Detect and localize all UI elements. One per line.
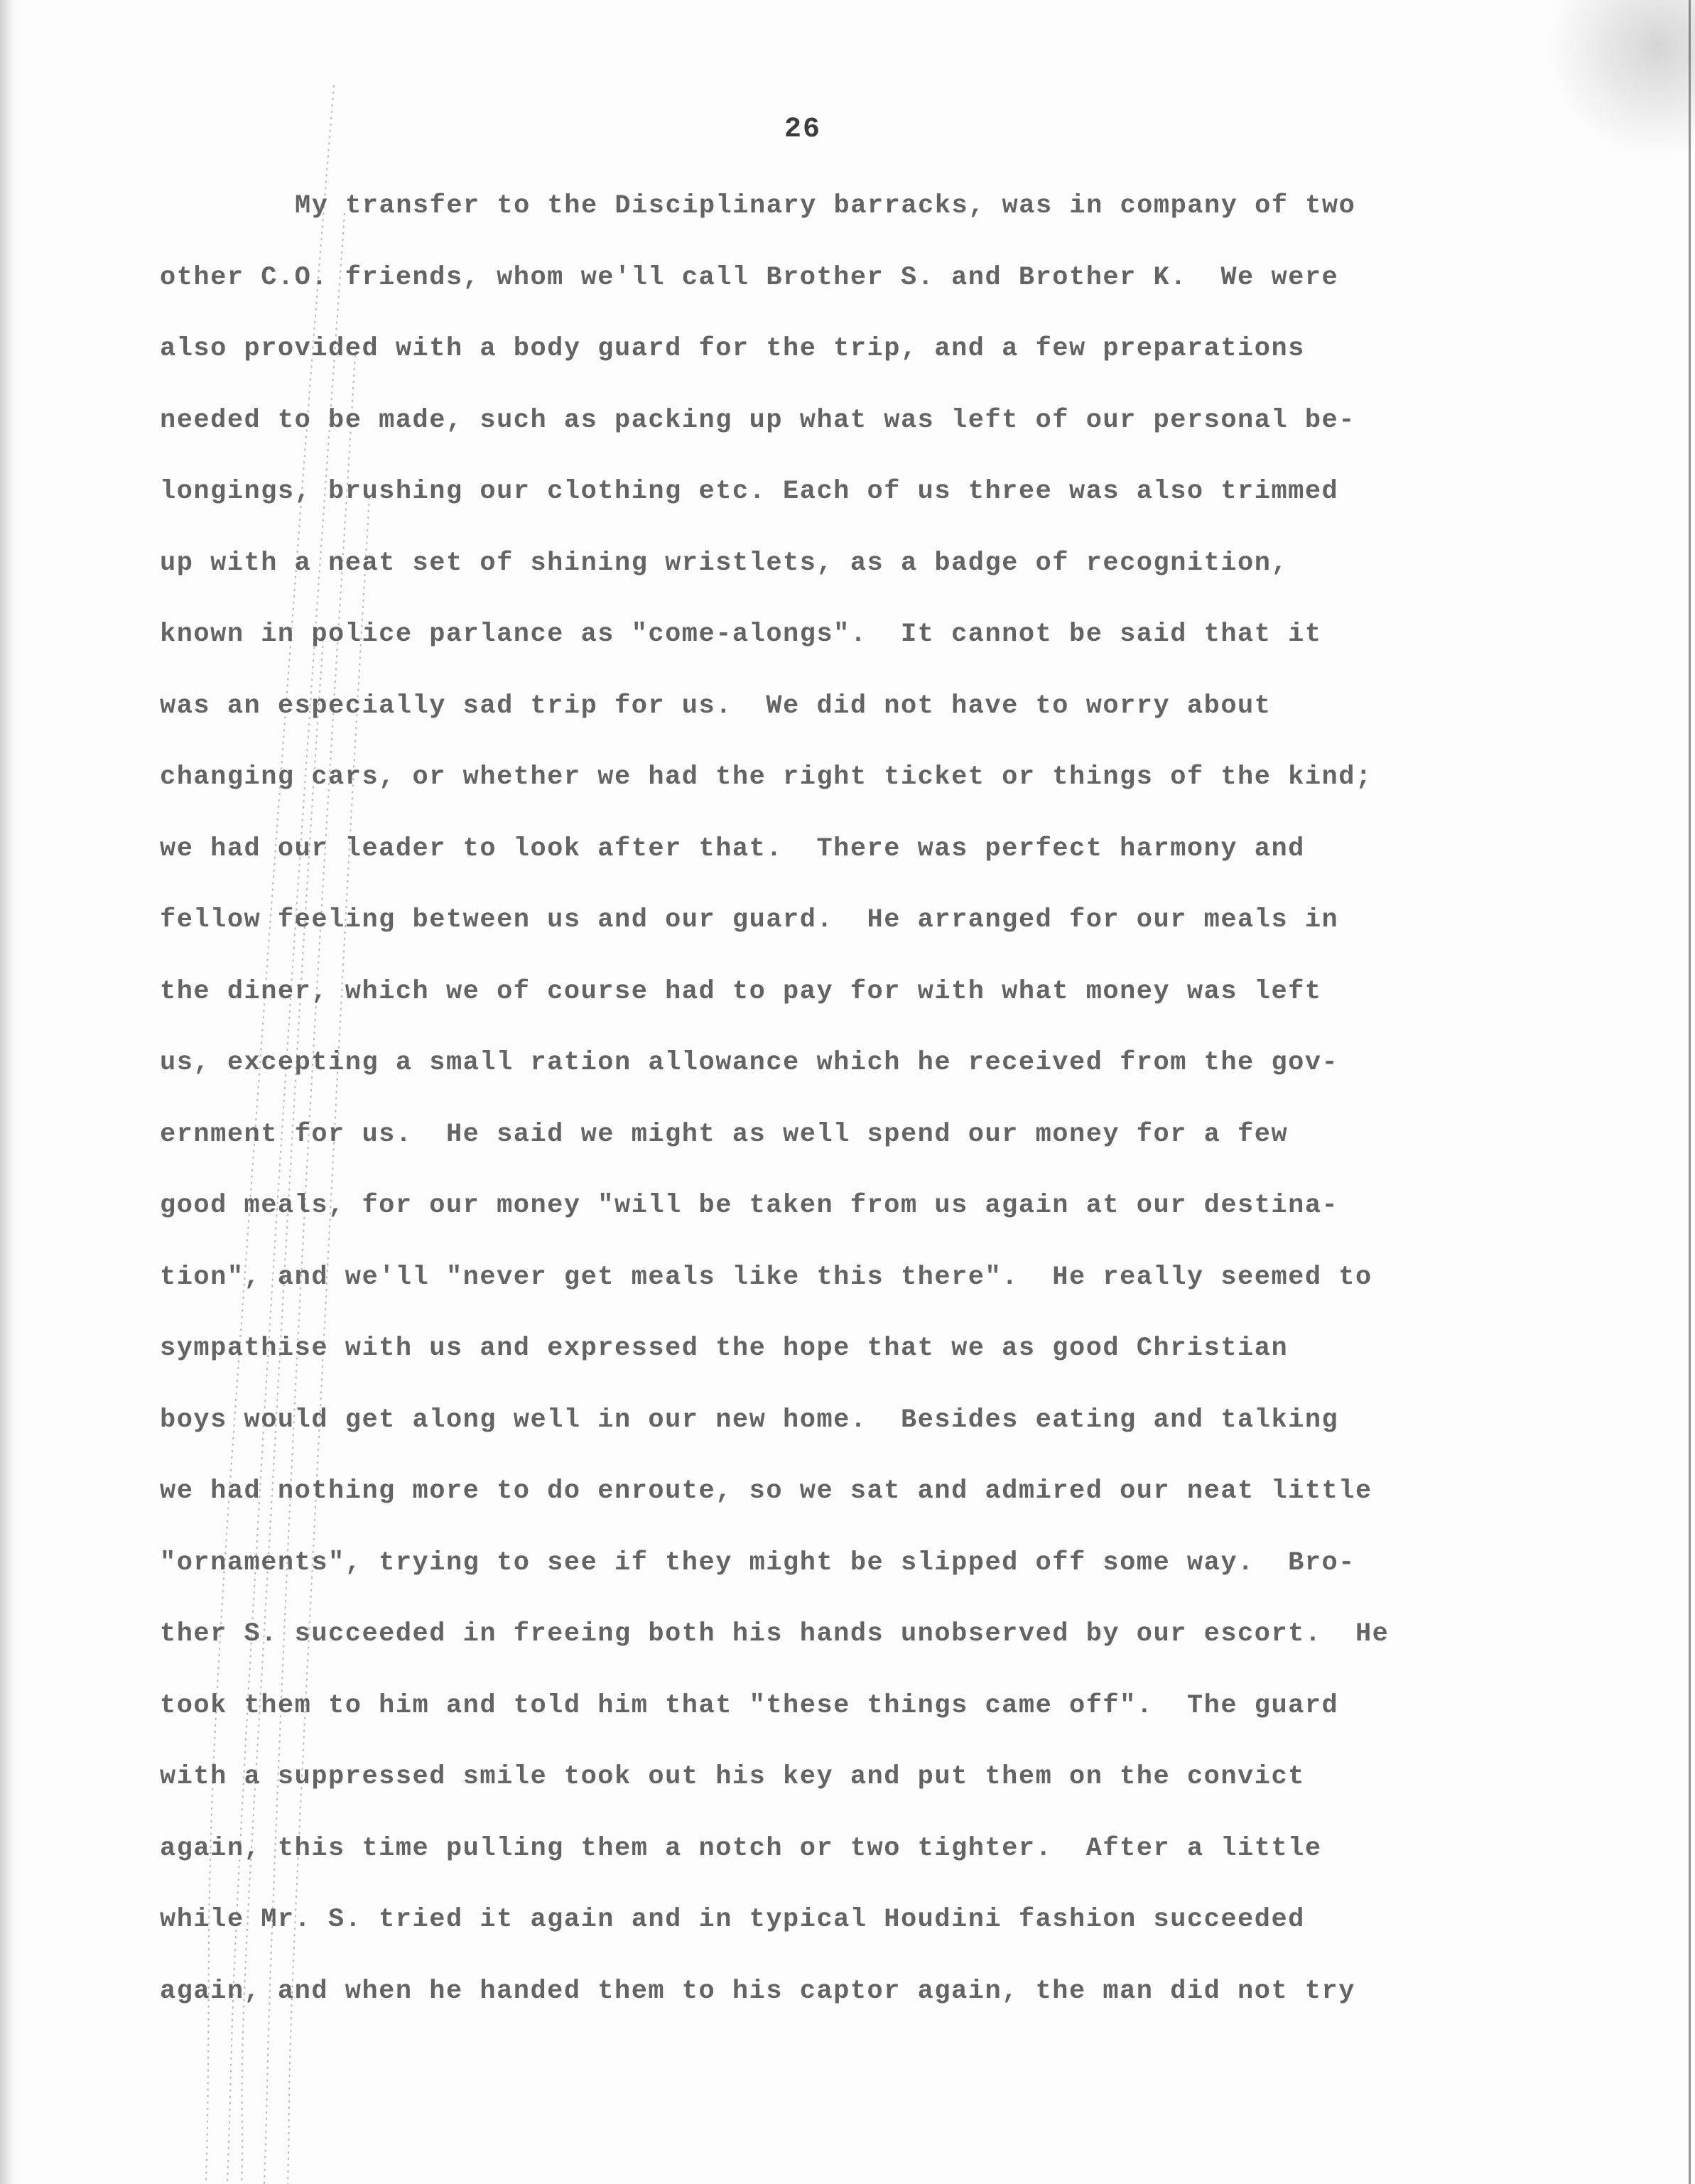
text-line: us, excepting a small ration allowance which he received from the gov-: [160, 1048, 1339, 1078]
text-line: while Mr. S. tried it again and in typical Houdini fashion succeeded: [160, 1905, 1305, 1935]
scan-speckle: [1510, 0, 1695, 156]
text-line: changing cars, or whether we had the right ticket or things of the kind;: [160, 762, 1372, 792]
text-line: sympathise with us and expressed the hope that we as good Christian: [160, 1334, 1289, 1363]
text-line: we had our leader to look after that. There was perfect harmony and: [160, 833, 1305, 864]
text-line: other C.O. friends, whom we'll call Brother S. and Brother K. We were: [160, 262, 1339, 293]
text-line: also provided with a body guard for the trip, and a few preparations: [160, 334, 1305, 364]
text-line: again, and when he handed them to his captor again, the man did not try: [160, 1976, 1355, 2006]
text-line: with a suppressed smile took out his key and put them on the convict: [160, 1762, 1305, 1792]
text-line: needed to be made, such as packing up what was left of our personal be-: [160, 405, 1355, 436]
text-line: ther S. succeeded in freeing both his hands unobserved by our escort. He: [160, 1619, 1390, 1649]
text-line: up with a neat set of shining wristlets, as a badge of recognition,: [160, 548, 1289, 578]
scan-right-edge: [1689, 0, 1691, 2184]
text-line: fellow feeling between us and our guard. He arranged for our meals in: [160, 905, 1339, 935]
text-line: the diner, which we of course had to pay for with what money was left: [160, 976, 1322, 1007]
scan-edge-shadow: [0, 0, 21, 2184]
text-line: "ornaments", trying to see if they might be slipped off some way. Bro-: [160, 1547, 1355, 1578]
page-number: 26: [784, 114, 821, 146]
text-line: ernment for us. He said we might as well spend our money for a few: [160, 1119, 1289, 1150]
body-text: [160, 171, 1474, 2027]
text-line: we had nothing more to do enroute, so we sat and admired our neat little: [160, 1476, 1372, 1506]
text-line: took them to him and told him that "these things came off". The guard: [160, 1690, 1339, 1721]
text-line: was an especially sad trip for us. We did not have to worry about: [160, 691, 1272, 721]
text-line: My transfer to the Disciplinary barracks, was in company of two: [295, 191, 1356, 221]
text-line: longings, brushing our clothing etc. Each of us three was also trimmed: [160, 477, 1339, 507]
text-line: again, this time pulling them a notch or two tighter. After a little: [160, 1833, 1322, 1864]
text-line: boys would get along well in our new home. Besides eating and talking: [160, 1405, 1339, 1435]
text-line: good meals, for our money "will be taken from us again at our destina-: [160, 1191, 1339, 1221]
text-line: tion", and we'll "never get meals like this there". He really seemed to: [160, 1262, 1372, 1292]
text-line: known in police parlance as "come-alongs". It cannot be said that it: [160, 620, 1322, 649]
